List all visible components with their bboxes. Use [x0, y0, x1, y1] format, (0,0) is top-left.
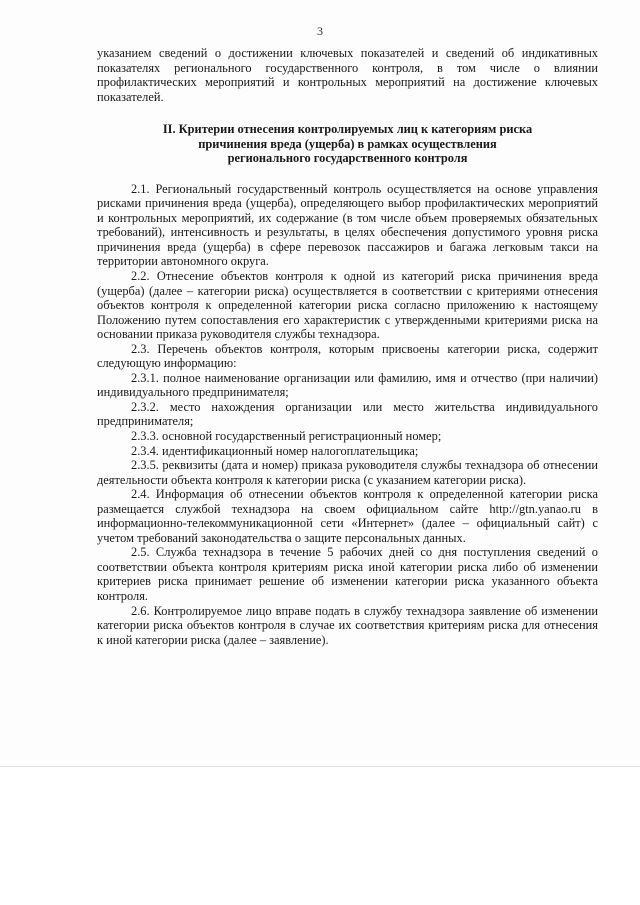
section-heading-line: регионального государственного контроля: [227, 151, 468, 166]
paragraph-2-3-2: 2.3.2. место нахождения организации или место жительства индивидуального предпринимателя;: [97, 399, 598, 429]
paragraph-2-3-1: 2.3.1. полное наименование организации или фамилию, имя и отчество (при наличии) индивидуального предпринимателя;: [97, 370, 598, 400]
paragraph-2-4: 2.4. Информация об отнесении объектов контроля к определенной категории риска размещается службой технадзора на своем официальном сайте http://gtn.yanao.ru в информационно-телекоммуникационной сети «Интернет» (далее – официальный сайт) с учетом требований законодательства о защите персональных данных.: [97, 487, 598, 545]
paragraph-2-6: 2.6. Контролируемое лицо вправе подать в службу технадзора заявление об изменении категории риска объектов контроля в случае их соответствия критериям риска для отнесения к иной категории риска (далее – заявление).: [97, 603, 598, 647]
intro-paragraph: указанием сведений о достижении ключевых показателей и сведений об индикативных показателях регионального государственного контроля, в том числе о влиянии профилактических мероприятий и контрольных мероприятий на достижение ключевых показателей.: [97, 46, 598, 104]
paragraph-2-2: 2.2. Отнесение объектов контроля к одной из категорий риска причинения вреда (ущерба) (далее – категории риска) осуществляется в соответствии с критериями отнесения объектов контроля к определенной категории риска согласно приложению к настоящему Положению путем сопоставления его характеристик с утвержденными критериями риска на основании приказа руководителя службы технадзора.: [97, 268, 598, 342]
paragraph-2-3: 2.3. Перечень объектов контроля, которым присвоены категории риска, содержит следующую информацию:: [97, 341, 598, 371]
paragraph-2-3-4: 2.3.4. идентификационный номер налогоплательщика;: [131, 443, 419, 458]
section-heading-line: причинения вреда (ущерба) в рамках осуществления: [198, 136, 497, 151]
document-body: [97, 46, 598, 647]
section-heading: [97, 122, 598, 166]
page-number: 3: [317, 24, 323, 38]
paragraph-2-5: 2.5. Служба технадзора в течение 5 рабочих дней со дня поступления сведений о соответствии объекта контроля критериям риска иной категории риска либо об изменении критериев риска принимает решение об изменении категории риска указанного объекта контроля.: [97, 545, 598, 603]
paragraph-2-3-5: 2.3.5. реквизиты (дата и номер) приказа руководителя службы технадзора об отнесении деятельности объекта контроля к категории риска (с указанием категории риска).: [97, 458, 598, 487]
paragraph-2-3-3: 2.3.3. основной государственный регистрационный номер;: [131, 428, 442, 443]
paragraph-2-1: 2.1. Региональный государственный контроль осуществляется на основе управления рисками причинения вреда (ущерба), определяющего выбор профилактических мероприятий и контрольных мероприятий, их содержание (в том числе объем проверяемых обязательных требований), интенсивность и результаты, в целях обеспечения допустимого уровня риска причинения вреда (ущерба) в сфере перевозок пассажиров и багажа легковым такси на территории автономного округа.: [97, 181, 598, 269]
section-heading-line: II. Критерии отнесения контролируемых лиц к категориям риска: [162, 122, 533, 137]
